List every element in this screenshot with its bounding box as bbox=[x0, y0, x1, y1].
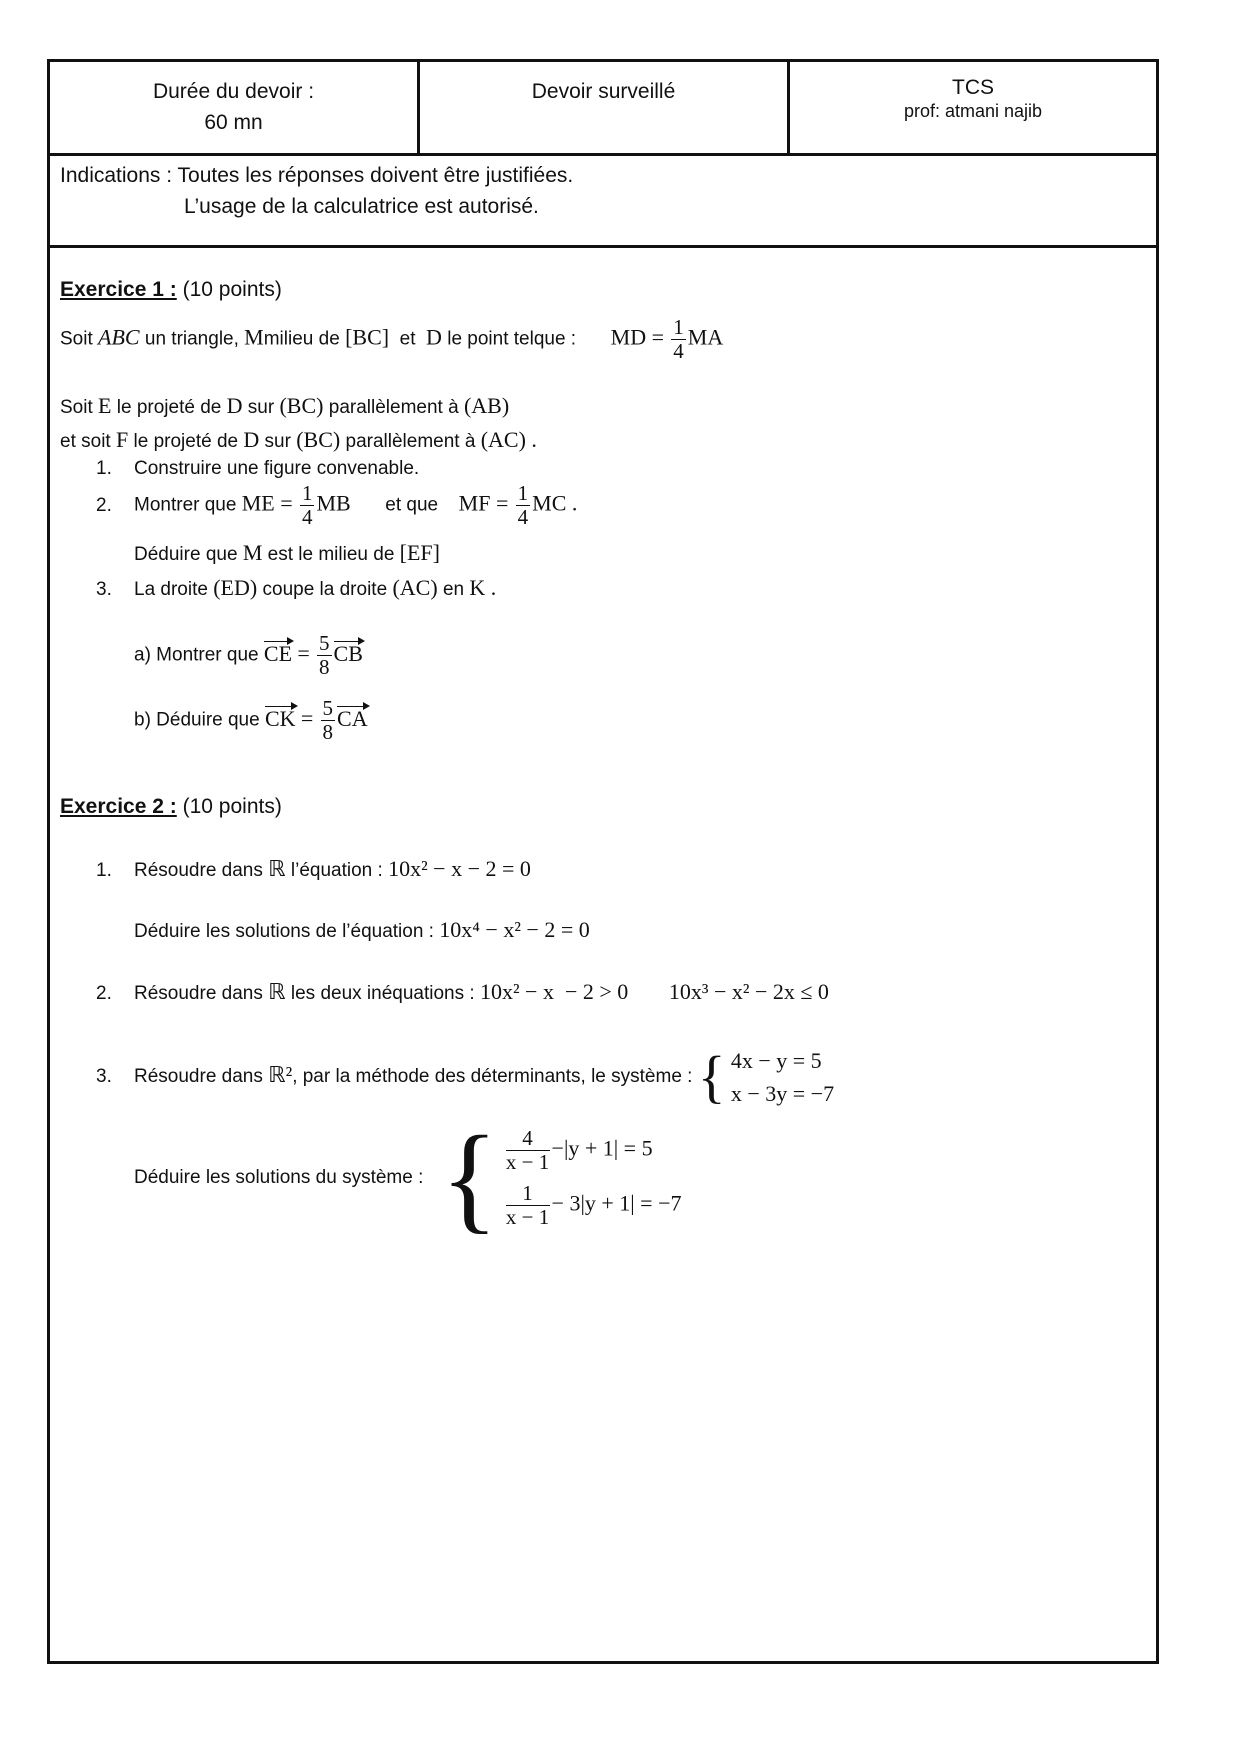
item-number: 3. bbox=[96, 1066, 112, 1088]
numerator: 1 bbox=[301, 481, 313, 505]
text: Déduire que bbox=[134, 544, 238, 565]
system-1: { 4x − y = 5 x − 3y = −7 bbox=[697, 1044, 835, 1109]
text: est le milieu de bbox=[267, 544, 395, 565]
ex1-heading bbox=[60, 278, 282, 302]
text: Construire une figure convenable. bbox=[134, 458, 420, 479]
math: MD = bbox=[610, 324, 665, 350]
class-name: TCS bbox=[952, 76, 994, 99]
item-number: 1. bbox=[96, 458, 112, 479]
math: D bbox=[226, 393, 243, 418]
math: ℝ bbox=[268, 979, 286, 1004]
math: D bbox=[243, 427, 260, 452]
text: Déduire les solutions de l’équation : bbox=[134, 921, 434, 942]
ex1-title: Exercice 1 : bbox=[60, 278, 177, 301]
system2-eq2 bbox=[504, 1182, 682, 1229]
vector: CA bbox=[337, 705, 368, 731]
math: M bbox=[242, 540, 263, 565]
denominator: 8 bbox=[319, 655, 330, 679]
ex1-points: (10 points) bbox=[182, 278, 282, 301]
duration-cell bbox=[50, 62, 420, 153]
text: parallèlement à bbox=[345, 431, 476, 452]
denominator: x − 1 bbox=[505, 1205, 550, 1229]
text: Montrer que bbox=[134, 494, 237, 516]
vector: CE bbox=[263, 640, 293, 666]
inequation: 10x² − x − 2 > 0 bbox=[479, 979, 629, 1004]
duration-value: 60 mn bbox=[204, 111, 263, 134]
fraction bbox=[300, 482, 315, 529]
fraction bbox=[317, 632, 332, 679]
ex1-line1 bbox=[60, 316, 723, 363]
text: Soit bbox=[60, 397, 93, 418]
text: sur bbox=[247, 397, 275, 418]
fraction bbox=[321, 697, 336, 744]
system-equation: 4x − y = 5 bbox=[730, 1048, 822, 1073]
ex2-q2 bbox=[96, 979, 829, 1005]
denominator: 8 bbox=[322, 720, 334, 744]
fraction bbox=[671, 316, 686, 363]
ex2-heading bbox=[60, 795, 282, 819]
equation: 10x² − x − 2 = 0 bbox=[388, 856, 531, 881]
math: K . bbox=[469, 575, 497, 600]
numerator: 5 bbox=[322, 696, 334, 720]
item-number: 2. bbox=[96, 983, 112, 1004]
vector: CB bbox=[333, 640, 363, 666]
math: ABC bbox=[98, 324, 140, 350]
system2-eq1 bbox=[504, 1127, 682, 1174]
text: Soit bbox=[60, 328, 93, 350]
text: en bbox=[442, 579, 465, 600]
text: , par la méthode des déterminants, le système : bbox=[292, 1066, 693, 1088]
ex2-title: Exercice 2 : bbox=[60, 795, 177, 818]
text: le point telque : bbox=[447, 328, 577, 350]
math: E bbox=[98, 393, 112, 418]
inequation: 10x³ − x² − 2x ≤ 0 bbox=[668, 979, 829, 1004]
ex1-qa: a) Montrer que CE = $\frac{5}{8}$ CB bbox=[134, 631, 363, 679]
ex1-q3 bbox=[96, 575, 496, 601]
ex2-q3 bbox=[96, 1044, 834, 1110]
fraction bbox=[516, 482, 531, 529]
text: un triangle, bbox=[144, 328, 239, 350]
math: M bbox=[244, 324, 264, 350]
text: b) Déduire que bbox=[134, 709, 260, 731]
ex1-q2-deduce bbox=[134, 540, 440, 566]
equation: 10x⁴ − x² − 2 = 0 bbox=[439, 917, 590, 942]
exam-title: Devoir surveillé bbox=[531, 80, 676, 103]
denominator: 4 bbox=[673, 339, 684, 363]
indications bbox=[50, 156, 1156, 248]
item-number: 2. bbox=[96, 494, 112, 516]
math: (BC) bbox=[279, 393, 324, 418]
text: Résoudre dans bbox=[134, 860, 263, 881]
exam-frame bbox=[47, 59, 1159, 1664]
math: MB bbox=[316, 490, 351, 516]
vector: CK bbox=[264, 705, 296, 731]
item-number: 1. bbox=[96, 860, 112, 881]
prof-name: prof: atmani najib bbox=[903, 101, 1043, 121]
numerator: 1 bbox=[517, 481, 529, 505]
title-cell bbox=[420, 62, 790, 153]
text: Résoudre dans bbox=[134, 983, 263, 1004]
ex2-q3-deduce bbox=[134, 1111, 682, 1244]
text: sur bbox=[264, 431, 291, 452]
text: Résoudre dans bbox=[134, 1066, 263, 1088]
numerator: 1 bbox=[506, 1182, 550, 1206]
text: coupe la droite bbox=[262, 579, 388, 600]
text: et que bbox=[385, 494, 439, 516]
math: (AB) bbox=[463, 393, 510, 418]
math: ℝ bbox=[268, 856, 286, 881]
math: (AC) bbox=[392, 575, 438, 600]
math: MF = bbox=[458, 490, 509, 516]
math: [BC] bbox=[345, 324, 390, 350]
text: le projeté de bbox=[116, 397, 222, 418]
text: a) Montrer que bbox=[134, 644, 259, 666]
text: milieu de bbox=[263, 328, 340, 350]
math: (BC) bbox=[296, 427, 341, 452]
ex1-qb: b) Déduire que CK = $\frac{5}{8}$ CA bbox=[134, 696, 368, 744]
ex1-line3 bbox=[60, 427, 537, 453]
ex2-q1 bbox=[96, 856, 531, 882]
indications-line1: Indications : Toutes les réponses doivent être justifiées. bbox=[60, 164, 574, 187]
indications-line2: L’usage de la calculatrice est autorisé. bbox=[184, 195, 539, 218]
text: et bbox=[399, 328, 416, 350]
text: Déduire les solutions du système : bbox=[134, 1167, 424, 1188]
text: La droite bbox=[134, 579, 208, 600]
system-equation: x − 3y = −7 bbox=[730, 1081, 835, 1106]
class-cell bbox=[790, 62, 1156, 153]
item-number: 3. bbox=[96, 579, 112, 600]
math: − 3|y + 1| = −7 bbox=[551, 1190, 682, 1216]
header bbox=[50, 62, 1156, 156]
system-2: { $\frac{4}{x - 1}$ −|y + 1| = 5 $\frac{1}{x - 1}$ − 3|y + 1| = −7 bbox=[440, 1111, 682, 1244]
numerator: 1 bbox=[673, 315, 684, 339]
ex2-q1-deduce bbox=[134, 917, 590, 943]
ex1-q1 bbox=[96, 458, 419, 480]
text: parallèlement à bbox=[328, 397, 459, 418]
math: MC . bbox=[532, 490, 578, 516]
text: les deux inéquations : bbox=[290, 983, 475, 1004]
math: (ED) bbox=[213, 575, 258, 600]
math: F bbox=[115, 427, 129, 452]
duration-label: Durée du devoir : bbox=[152, 80, 315, 103]
numerator: 4 bbox=[506, 1127, 550, 1151]
ex1-q2 bbox=[96, 482, 577, 529]
math: −|y + 1| = 5 bbox=[551, 1135, 653, 1161]
text: l’équation : bbox=[290, 860, 383, 881]
text: et soit bbox=[60, 431, 111, 452]
math: D bbox=[426, 324, 442, 350]
math: MA bbox=[687, 324, 724, 350]
math: ME = bbox=[241, 490, 293, 516]
text: le projeté de bbox=[133, 431, 239, 452]
ex1-line2 bbox=[60, 393, 509, 419]
ex2-points: (10 points) bbox=[182, 795, 282, 818]
denominator: x − 1 bbox=[505, 1150, 550, 1174]
denominator: 4 bbox=[301, 505, 313, 529]
math: [EF] bbox=[399, 540, 440, 565]
numerator: 5 bbox=[319, 631, 330, 655]
denominator: 4 bbox=[517, 505, 529, 529]
math: ℝ² bbox=[268, 1062, 293, 1088]
math: (AC) . bbox=[480, 427, 537, 452]
